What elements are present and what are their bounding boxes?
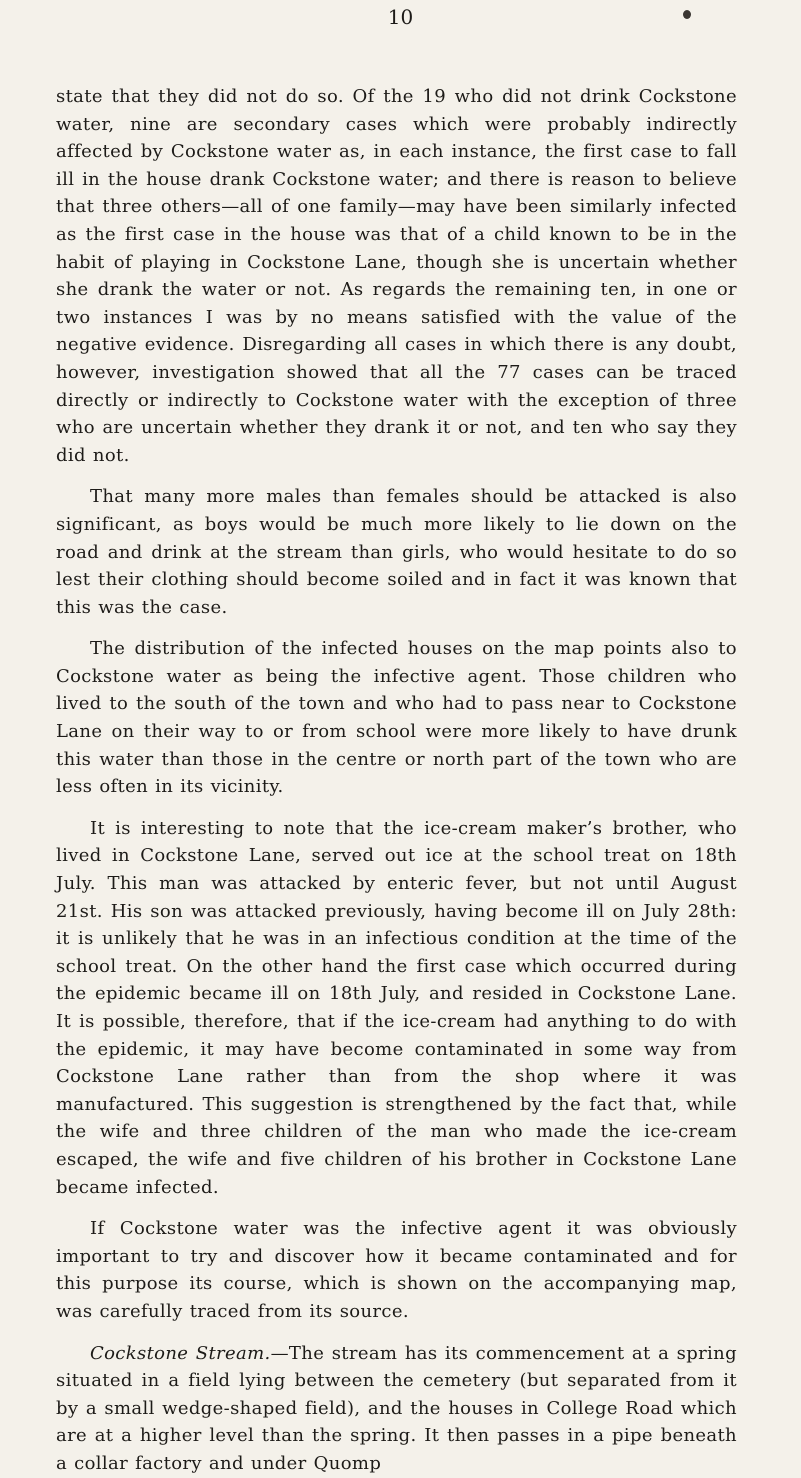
paragraph-infective-agent: If Cockstone water was the infective agent it was obviously important to try and discover how it became contaminated and for this purpose its course, which is shown on the accompanying map, was carefully traced from its source. bbox=[56, 1218, 737, 1322]
section-heading: Cockstone Stream. bbox=[90, 1342, 271, 1364]
paragraph-continuation: state that they did not do so. Of the 19 who did not drink Cockstone water, nine are secondary cases which were probably indirectly affected by Cockstone water as, in each instance, the first case to fall ill in the house drank Cockstone water; and there is reason to believe that three others—all of one family—may have been similarly infected as the first case in the house was that of a child known to be in the habit of playing in Cockstone Lane, though she is uncertain whether she drank the water or not. As regards the remaining ten, in one or two instances I was by no means satisfied with the value of the negative evidence. Disregarding all cases in which there is any doubt, however, investigation showed that all the 77 cases can be traced directly or indirectly to Cockstone water with the exception of three who are uncertain whether they drank it or not, and ten who say they did not. bbox=[56, 86, 737, 466]
body-text bbox=[56, 83, 737, 1478]
page-number: 10 bbox=[387, 5, 414, 29]
ink-speck bbox=[683, 10, 691, 19]
paragraph-cockstone-stream bbox=[56, 1340, 737, 1478]
section-text: —The stream has its commencement at a spring situated in a field lying between the cemetery (but separated from it by a small wedge-shaped field), and the houses in College Road which are at a higher level than the spring. It then passes in a pipe beneath a collar factory and under Quomp bbox=[56, 1342, 737, 1474]
paragraph-ice-cream: It is interesting to note that the ice-cream maker’s brother, who lived in Cockstone Lane, served out ice at the school treat on 18th July. This man was attacked by enteric fever, but not until August 21st. His son was attacked previously, having become ill on July 28th: it is unlikely that he was in an infectious condition at the time of the school treat. On the other hand the first case which occurred during the epidemic became ill on 18th July, and resided in Cockstone Lane. It is possible, therefore, that if the ice-cream had anything to do with the epidemic, it may have become contaminated in some way from Cockstone Lane rather than from the shop where it was manufactured. This suggestion is strengthened by the fact that, while the wife and three children of the man who made the ice-cream escaped, the wife and five children of his brother in Cockstone Lane became infected. bbox=[56, 817, 737, 1198]
paragraph-distribution-map: The distribution of the infected houses on the map points also to Cockstone water as being the infective agent. Those children who lived to the south of the town and who had to pass near to Cockstone Lane on their way to or from school were more likely to have drunk this water than those in the centre or north part of the town who are less often in its vicinity. bbox=[56, 638, 737, 798]
paragraph-males-females: That many more males than females should be attacked is also significant, as boys would be much more likely to lie down on the road and drink at the stream than girls, who would hesitate to do so lest their clothing should become soiled and in fact it was known that this was the case. bbox=[56, 486, 737, 618]
